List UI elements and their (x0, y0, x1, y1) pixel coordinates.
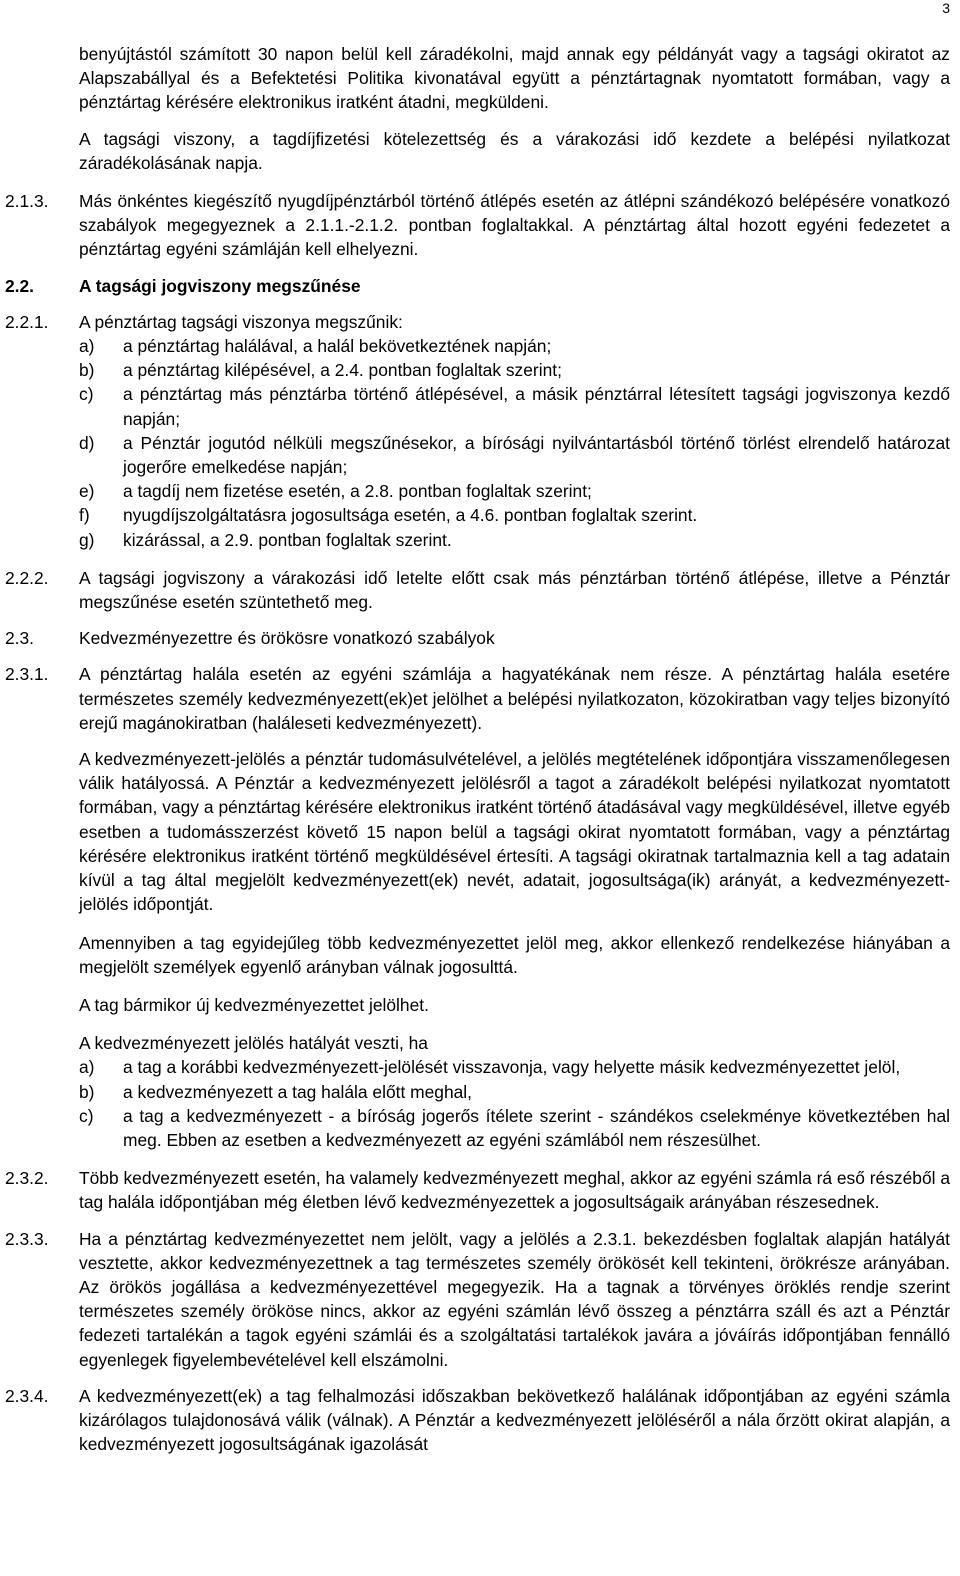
list-item (79, 382, 950, 430)
section-text: Több kedvezményezett esetén, ha valamely kedvezményezett meghal, akkor az egyéni számla rá eső részéből a tag halála időpontjában még életben lévő kedvezményezettek a jogosultságaik arányában részesednek. (79, 1168, 950, 1213)
beneficiary-paragraph: Amennyiben a tag egyidejűleg több kedvezményezettet jelöl meg, akkor ellenkező rendelkezése hiányában a megjelölt személyek egyenlő arányban válnak jogosulttá. (79, 932, 950, 977)
section-heading: Kedvezményezettre és örökösre vonatkozó szabályok (79, 628, 495, 649)
list-label: f) (79, 505, 90, 526)
section-text: A pénztártag tagsági viszonya megszűnik: (79, 311, 403, 332)
section-2-2-heading (0, 274, 950, 298)
section-2-2-2 (0, 566, 950, 614)
list-label: g) (79, 529, 95, 550)
list-text: kizárással, a 2.9. pontban foglaltak szerint. (123, 529, 452, 550)
list-item (79, 431, 950, 479)
list-text: a Pénztár jogutód nélküli megszűnésekor, a bírósági nyilvántartásból történő törlést elrendelő határozat jogerőre emelkedése napján; (123, 432, 950, 478)
beneficiary-paragraph: A kedvezményezett jelölés hatályát veszti, ha (79, 1033, 428, 1054)
list-item (79, 479, 950, 503)
section-text: A pénztártag halála esetén az egyéni számlája a hagyatékának nem része. A pénztártag halála esetére természetes személy kedvezményezett(ek)et jelölhet a belépési nyilatkozaton, közokiratban vagy teljes bizonyító erejű magánokiratban (haláleseti kedvezményezett). (79, 664, 950, 733)
section-2-3-2 (0, 1166, 950, 1214)
section-text: A kedvezményezett(ek) a tag felhalmozási időszakban bekövetkező halálának időpontjában az egyéni számla kizárólagos tulajdonosává válik (válnak). A Pénztár a kedvezményezett jelöléséről a nála őrzött okirat alapján, a kedvezményezett jogosultságának igazolását (79, 1385, 950, 1455)
list-label: b) (79, 360, 95, 381)
list-item (79, 1104, 950, 1152)
list-item (79, 1055, 950, 1079)
section-number: 2.2.2. (5, 567, 49, 588)
page-number: 3 (942, 0, 950, 16)
list-label: c) (79, 384, 94, 405)
list-item (79, 1080, 950, 1104)
section-text: Ha a pénztártag kedvezményezettet nem jelölt, vagy a jelölés a 2.3.1. bekezdésben foglaltak alapján hatályát vesztette, akkor kedvezményezettnek a tag természetes személy örökösét kell tekinteni, örökrésze arányában. Az örökös jogállása a kedvezményezettével megegyezik. Ha a tagnak a törvényes öröklés rendje szerint természetes személy örököse nincs, akkor az egyéni számlán lévő összeg a pénztárra száll és azt a Pénztár fedezeti tartalékán a tagok egyéni számlái és a szolgáltatási tartalékok javára a jóváírás időpontjában fennálló egyenlegek figyelembevételével kell elszámolni. (79, 1228, 950, 1370)
list-label: a) (79, 336, 95, 357)
list-text: a tagdíj nem fizetése esetén, a 2.8. pontban foglaltak szerint; (123, 481, 592, 502)
section-2-3-heading (0, 626, 950, 650)
termination-list (79, 334, 950, 552)
list-text: a kedvezményezett a tag halála előtt meghal, (123, 1081, 472, 1102)
list-text: nyugdíjszolgáltatásra jogosultsága esetén, a 4.6. pontban foglaltak szerint. (123, 505, 698, 526)
list-text: a pénztártag más pénztárba történő átlépésével, a másik pénztárral létesített tagsági jogviszonya kezdő napján; (123, 384, 950, 429)
section-number: 2.3.4. (5, 1385, 49, 1406)
intro-paragraph-2: A tagsági viszony, a tagdíjfizetési kötelezettség és a várakozási idő kezdete a belépési nyilatkozat záradékolásának napja. (79, 128, 950, 173)
list-label: a) (79, 1057, 95, 1078)
list-text: a pénztártag halálával, a halál bekövetkeztének napján; (123, 336, 552, 357)
section-number: 2.1.3. (5, 191, 49, 212)
list-label: b) (79, 1081, 95, 1102)
section-number: 2.3.1. (5, 664, 49, 685)
list-label: d) (79, 432, 95, 453)
section-2-3-3 (0, 1227, 950, 1372)
list-text: a tag a korábbi kedvezményezett-jelölését visszavonja, vagy helyette másik kedvezményezettet jelöl, (123, 1057, 901, 1078)
beneficiary-paragraph: A kedvezményezett-jelölés a pénztár tudomásulvételével, a jelölés megtételének időpontjára visszamenőlegesen válik hatályossá. A Pénztár a kedvezményezett jelölésről a tagot a záradékolt belépési nyilatkozat nyomtatott formában, vagy a pénztártag kérésére elektronikus iratként történő átadásával vagy megküldésével, illetve egyéb esetben a tudomásszerzést követő 15 napon belül a tagsági okirat nyomtatott formában, vagy a pénztártag kérésére elektronikus iratként történő megküldésével értesíti. A tagsági okiratnak tartalmaznia kell a tag adatain kívül a tag által megjelölt kedvezményezett(ek) nevét, adatait, jogosultsága(ik) arányát, a kedvezményezett-jelölés időpontját. (79, 749, 950, 915)
section-text: Más önkéntes kiegészítő nyugdíjpénztárból történő átlépés esetén az átlépni szándékozó belépésére vonatkozó szabályok megegyeznek a 2.1.1.-2.1.2. pontban foglaltakkal. A pénztártag által hozott egyéni fedezetet a pénztártag egyéni számláján kell elhelyezni. (79, 191, 950, 260)
list-text: a tag a kedvezményezett - a bíróság jogerős ítélete szerint - szándékos cselekménye következtében hal meg. Ebben az esetben a kedvezményezett az egyéni számlából nem részesülhet. (123, 1105, 950, 1150)
section-number: 2.2.1. (5, 311, 49, 332)
section-number: 2.3. (5, 628, 35, 649)
list-label: c) (79, 1105, 94, 1126)
beneficiary-invalidation-list (79, 1055, 950, 1152)
list-item (79, 334, 950, 358)
intro-paragraph: benyújtástól számított 30 napon belül kell záradékolni, majd annak egy példányát vagy a tagsági okiratot az Alapszabállyal és a Befektetési Politika kivonatával együtt a pénztártagnak nyomtatott formában, vagy a pénztártag kérésére elektronikus iratként átadni, megküldeni. (79, 44, 950, 113)
document-page (0, 42, 960, 1468)
section-number: 2.3.2. (5, 1168, 49, 1189)
beneficiary-paragraph: A tag bármikor új kedvezményezettet jelölhet. (79, 994, 429, 1015)
list-item (79, 528, 950, 552)
section-heading: A tagsági jogviszony megszűnése (79, 275, 361, 296)
section-number: 2.3.3. (5, 1228, 49, 1249)
list-item (79, 358, 950, 382)
list-item (79, 503, 950, 527)
section-number: 2.2. (5, 275, 35, 296)
section-2-1-3 (0, 189, 950, 262)
list-label: e) (79, 481, 95, 502)
section-2-3-4 (0, 1384, 950, 1457)
list-text: a pénztártag kilépésével, a 2.4. pontban foglaltak szerint; (123, 360, 562, 381)
section-2-2-1 (0, 310, 950, 334)
section-text: A tagsági jogviszony a várakozási idő letelte előtt csak más pénztárban történő átlépése, illetve a Pénztár megszűnése esetén szüntethető meg. (79, 567, 950, 613)
section-2-3-1 (0, 662, 950, 735)
